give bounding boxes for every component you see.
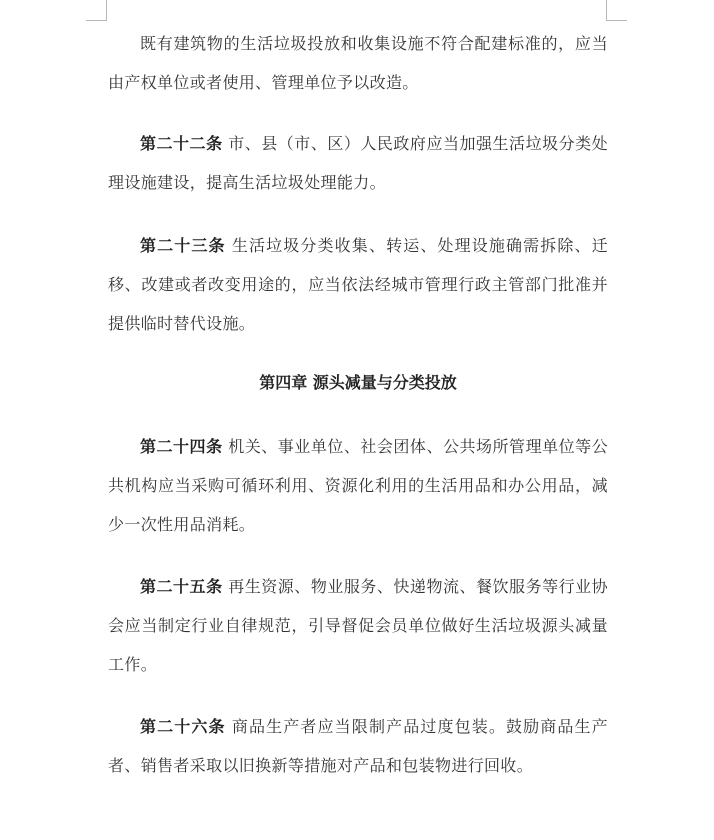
article-text: 市、县（市、区）人民政府应当加强生活垃圾分类处理设施建设，提高生活垃圾处理能力。 <box>108 134 608 192</box>
article-number: 第二十五条 <box>140 577 223 596</box>
article-24 <box>108 427 608 544</box>
article-number: 第二十二条 <box>140 134 223 153</box>
article-number: 第二十三条 <box>140 236 226 255</box>
chapter-heading: 第四章 源头减量与分类投放 <box>259 373 457 392</box>
article-number: 第二十四条 <box>140 437 223 456</box>
article-26 <box>108 707 608 785</box>
paragraph-continuation <box>108 24 608 102</box>
paragraph-text: 既有建筑物的生活垃圾投放和收集设施不符合配建标准的，应当由产权单位或者使用、管理单位予以改造。 <box>108 34 608 92</box>
article-text: 生活垃圾分类收集、转运、处理设施确需拆除、迁移、改建或者改变用途的，应当依法经城市管理行政主管部门批准并提供临时替代设施。 <box>108 236 608 333</box>
article-22 <box>108 124 608 202</box>
article-25 <box>108 567 608 684</box>
article-23 <box>108 226 608 343</box>
article-number: 第二十六条 <box>140 717 226 736</box>
article-text: 再生资源、物业服务、快递物流、餐饮服务等行业协会应当制定行业自律规范，引导督促会员单位做好生活垃圾源头减量工作。 <box>108 577 608 674</box>
crop-mark-top-left <box>86 0 107 21</box>
article-text: 机关、事业单位、社会团体、公共场所管理单位等公共机构应当采购可循环利用、资源化利用的生活用品和办公用品，减少一次性用品消耗。 <box>108 437 608 534</box>
crop-mark-top-right <box>606 0 627 21</box>
article-text: 商品生产者应当限制产品过度包装。鼓励商品生产者、销售者采取以旧换新等措施对产品和包装物进行回收。 <box>108 717 608 775</box>
